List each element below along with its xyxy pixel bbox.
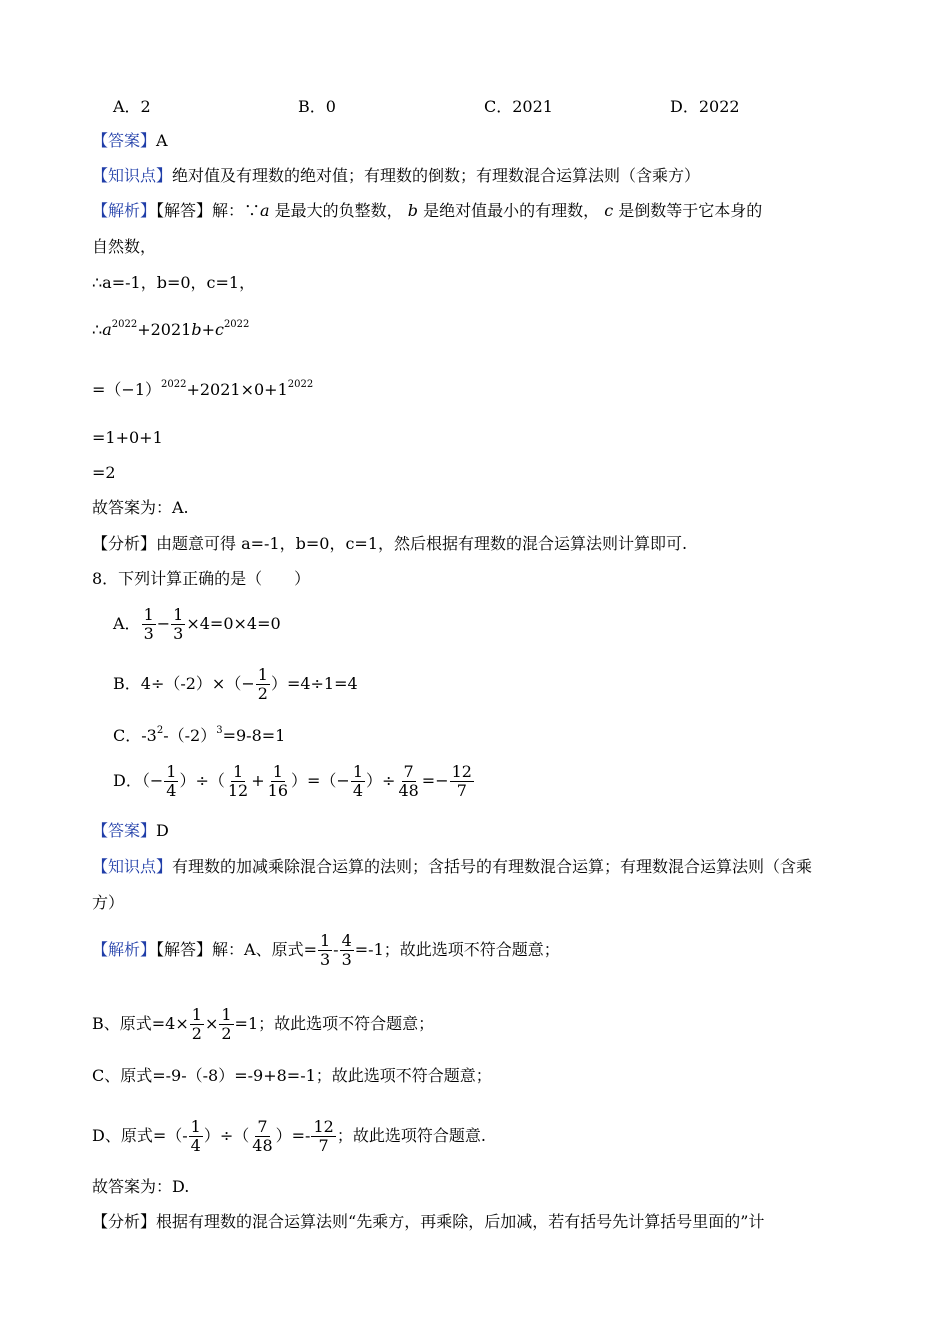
fraction: $\frac{7}{48}$ [252, 1117, 273, 1155]
fraction: $\frac{1}{12}$ [227, 762, 249, 800]
q7-analysis: 【分析】由题意可得 a=-1，b=0，c=1，然后根据有理数的混合运算法则计算即可. [92, 534, 688, 553]
fraction: $\frac{1}{16}$ [267, 762, 288, 800]
fraction: $\frac{1}{2}$ [257, 665, 268, 703]
q8-knowledge-points: 【知识点】有理数的加减乘除混合运算的法则；含括号的有理数混合运算；有理数混合运算法则（含乘 [92, 857, 813, 876]
fraction: $\frac{1}{3}$ [143, 605, 154, 643]
q7-result: =2 [92, 463, 116, 482]
fraction: $\frac{1}{4}$ [190, 1117, 201, 1155]
q8-stem: 8．下列计算正确的是（ ） [92, 569, 311, 588]
fraction: $\frac{1}{2}$ [221, 1005, 232, 1043]
q8-knowledge-points-cont: 方） [92, 893, 125, 912]
q7-option-b: B．0 [298, 97, 336, 116]
fraction: $\frac{1}{4}$ [352, 762, 364, 800]
fraction: $\frac{1}{2}$ [191, 1005, 202, 1043]
q8-option-b: B．4÷（-2）×（− $\frac{1}{2}$ ）=4÷1=4 [113, 665, 358, 703]
fraction: $\frac{1}{4}$ [166, 762, 177, 800]
q8-option-a: A． $\frac{1}{3}$ − $\frac{1}{3}$ ×4=0×4=0 [113, 605, 281, 643]
q7-option-d: D．2022 [670, 97, 740, 116]
q8-analysis: 【分析】根据有理数的混合运算法则“先乘方，再乘除，后加减，若有括号先计算括号里面的”计 [92, 1212, 765, 1231]
q7-therefore-values: ∴a=-1，b=0，c=1， [92, 273, 256, 292]
q7-sum: =1+0+1 [92, 428, 163, 447]
q7-answer: 【答案】A [92, 131, 168, 150]
q8-solution-d: D、原式=（- $\frac{1}{4}$ ）÷（ $\frac{7}{48}$ ）=- $\frac{12}{7}$ ；故此选项符合题意. [92, 1117, 486, 1155]
q8-solution-b: B、原式=4× $\frac{1}{2}$ × $\frac{1}{2}$ =1；故此选项不符合题意； [92, 1005, 435, 1043]
q8-option-c: C．$-3^2-(-2)^3=9-8=1$ [113, 725, 286, 745]
q8-solution-a: 【解析】【解答】解：A、原式= $\frac{1}{3}$ - $\frac{4}{3}$ =-1；故此选项不符合题意； [92, 931, 560, 969]
q7-expression: $\therefore a^{2022}+2021b+c^{2022}$ [92, 319, 250, 339]
fraction: $\frac{1}{3}$ [319, 931, 331, 969]
fraction: $\frac{12}{7}$ [313, 1117, 334, 1155]
q7-knowledge-points: 【知识点】绝对值及有理数的绝对值；有理数的倒数；有理数混合运算法则（含乘方） [92, 166, 701, 185]
q7-solution-line2: 自然数， [92, 237, 157, 256]
q8-option-d: D．（− $\frac{1}{4}$ ）÷（ $\frac{1}{12}$ + $\frac{1}{16}$ ）=（− $\frac{1}{4}$ ）÷ $\frac{7}{48}$ =− $\frac{12}{7}$ [113, 762, 472, 800]
q7-solution-line1: 【解析】【解答】解：∵a 是最大的负整数， b 是绝对值最小的有理数， c 是倒数等于它本身的 [92, 201, 763, 220]
q8-answer: 【答案】D [92, 821, 169, 840]
q7-final-answer: 故答案为：A. [92, 498, 189, 517]
q7-substitution: $=(-1)^{2022}+2021\times 0+1^{2022}$ [92, 379, 314, 399]
fraction: $\frac{7}{48}$ [398, 762, 419, 800]
q7-option-c: C．2021 [484, 97, 553, 116]
q8-final-answer: 故答案为：D. [92, 1177, 190, 1196]
fraction: $\frac{12}{7}$ [451, 762, 472, 800]
fraction: $\frac{1}{3}$ [173, 605, 184, 643]
q8-solution-c: C、原式=-9-（-8）=-9+8=-1；故此选项不符合题意； [92, 1066, 492, 1085]
fraction: $\frac{4}{3}$ [341, 931, 352, 969]
q7-option-a: A．2 [113, 97, 151, 116]
